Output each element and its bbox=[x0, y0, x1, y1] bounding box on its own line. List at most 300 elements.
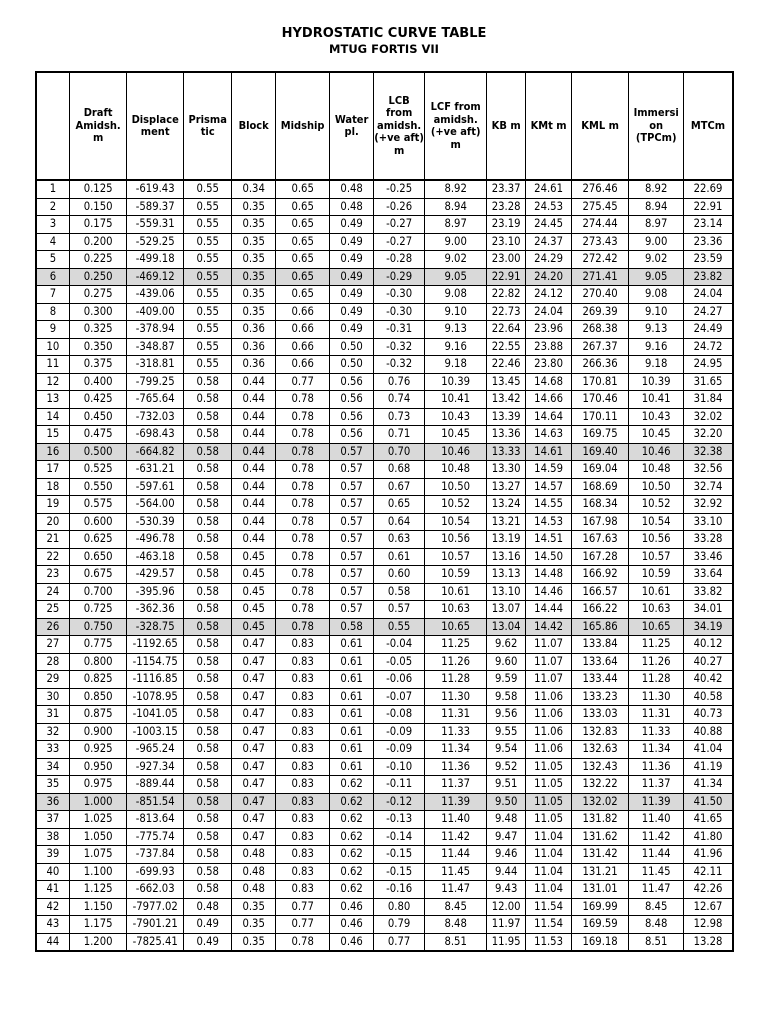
table-cell: 0.62 bbox=[330, 776, 373, 794]
table-cell: 131.42 bbox=[571, 846, 629, 864]
table-cell: 0.83 bbox=[275, 811, 330, 829]
table-cell: 33.10 bbox=[683, 513, 733, 531]
table-row bbox=[36, 180, 733, 198]
table-cell: 0.47 bbox=[232, 706, 275, 724]
table-cell: 0.625 bbox=[69, 531, 127, 549]
table-cell: 0.78 bbox=[275, 566, 330, 584]
table-cell: 0.250 bbox=[69, 268, 127, 286]
table-cell: 0.125 bbox=[69, 180, 127, 198]
table-cell: 13.28 bbox=[683, 933, 733, 951]
table-cell: 0.57 bbox=[330, 461, 373, 479]
table-cell: 11.34 bbox=[425, 741, 487, 759]
table-cell: 9.46 bbox=[486, 846, 525, 864]
table-cell: -0.15 bbox=[373, 863, 425, 881]
table-cell: 11.45 bbox=[629, 863, 684, 881]
table-cell: 0.66 bbox=[275, 356, 330, 374]
table-row bbox=[36, 776, 733, 794]
table-cell: 8.51 bbox=[425, 933, 487, 951]
table-cell: 0.57 bbox=[330, 531, 373, 549]
table-row bbox=[36, 356, 733, 374]
table-cell: -631.21 bbox=[127, 461, 184, 479]
table-cell: 1.125 bbox=[69, 881, 127, 899]
table-cell: 0.58 bbox=[183, 583, 231, 601]
table-row bbox=[36, 373, 733, 391]
table-cell: 24.04 bbox=[526, 303, 571, 321]
table-cell: 0.61 bbox=[330, 653, 373, 671]
table-cell: 0.65 bbox=[373, 496, 425, 514]
table-cell: -589.37 bbox=[127, 198, 184, 216]
table-cell: 0.67 bbox=[373, 478, 425, 496]
table-cell: 0.45 bbox=[232, 583, 275, 601]
table-cell: 0.225 bbox=[69, 251, 127, 269]
table-cell: 0.83 bbox=[275, 793, 330, 811]
table-cell: 0.62 bbox=[330, 793, 373, 811]
table-cell: 28 bbox=[36, 653, 69, 671]
table-cell: 0.58 bbox=[183, 426, 231, 444]
table-cell: 11.95 bbox=[486, 933, 525, 951]
table-cell: 40.27 bbox=[683, 653, 733, 671]
table-cell: 40.42 bbox=[683, 671, 733, 689]
table-cell: 37 bbox=[36, 811, 69, 829]
table-cell: 23.59 bbox=[683, 251, 733, 269]
table-header-row bbox=[36, 72, 733, 180]
table-cell: 14.66 bbox=[526, 391, 571, 409]
table-cell: 44 bbox=[36, 933, 69, 951]
table-cell: 0.58 bbox=[183, 391, 231, 409]
table-cell: 41.04 bbox=[683, 741, 733, 759]
table-cell: 0.77 bbox=[275, 916, 330, 934]
table-cell: 32.92 bbox=[683, 496, 733, 514]
table-cell: 0.61 bbox=[330, 636, 373, 654]
table-cell: 10.43 bbox=[425, 408, 487, 426]
table-cell: 0.66 bbox=[275, 303, 330, 321]
table-cell: 270.40 bbox=[571, 286, 629, 304]
table-cell: 0.775 bbox=[69, 636, 127, 654]
table-cell: 0.61 bbox=[330, 723, 373, 741]
table-cell: 8.45 bbox=[425, 898, 487, 916]
table-cell: 10.54 bbox=[425, 513, 487, 531]
table-cell: 11.44 bbox=[629, 846, 684, 864]
table-cell: 0.57 bbox=[330, 548, 373, 566]
table-cell: 10.41 bbox=[425, 391, 487, 409]
table-cell: 0.650 bbox=[69, 548, 127, 566]
table-cell: 8.48 bbox=[425, 916, 487, 934]
table-cell: 5 bbox=[36, 251, 69, 269]
table-cell: 132.63 bbox=[571, 741, 629, 759]
table-cell: 0.58 bbox=[373, 583, 425, 601]
table-cell: 9.56 bbox=[486, 706, 525, 724]
table-cell: 132.22 bbox=[571, 776, 629, 794]
table-cell: 0.64 bbox=[373, 513, 425, 531]
table-cell: -439.06 bbox=[127, 286, 184, 304]
table-cell: 0.47 bbox=[232, 688, 275, 706]
table-cell: 0.55 bbox=[183, 180, 231, 198]
table-row bbox=[36, 478, 733, 496]
table-cell: 33.64 bbox=[683, 566, 733, 584]
table-cell: 13.13 bbox=[486, 566, 525, 584]
table-cell: 0.78 bbox=[275, 443, 330, 461]
table-cell: 0.58 bbox=[183, 723, 231, 741]
table-cell: 32.02 bbox=[683, 408, 733, 426]
table-cell: 132.02 bbox=[571, 793, 629, 811]
page-title: HYDROSTATIC CURVE TABLE bbox=[281, 26, 487, 41]
table-cell: 14 bbox=[36, 408, 69, 426]
table-cell: 24.72 bbox=[683, 338, 733, 356]
table-cell: -463.18 bbox=[127, 548, 184, 566]
table-cell: 167.98 bbox=[571, 513, 629, 531]
table-cell: 0.55 bbox=[183, 268, 231, 286]
table-cell: 169.59 bbox=[571, 916, 629, 934]
table-cell: 22.55 bbox=[486, 338, 525, 356]
table-cell: 271.41 bbox=[571, 268, 629, 286]
table-cell: 12.00 bbox=[486, 898, 525, 916]
table-cell: 9.00 bbox=[425, 233, 487, 251]
table-cell: 0.55 bbox=[183, 286, 231, 304]
table-cell: -775.74 bbox=[127, 828, 184, 846]
table-row bbox=[36, 251, 733, 269]
table-cell: -1078.95 bbox=[127, 688, 184, 706]
table-cell: 10.61 bbox=[425, 583, 487, 601]
table-cell: 0.35 bbox=[232, 933, 275, 951]
table-cell: -0.32 bbox=[373, 338, 425, 356]
table-cell: 40.73 bbox=[683, 706, 733, 724]
table-cell: 14.68 bbox=[526, 373, 571, 391]
table-cell: -0.29 bbox=[373, 268, 425, 286]
table-cell: 0.47 bbox=[232, 741, 275, 759]
table-cell: 32 bbox=[36, 723, 69, 741]
table-cell: 1 bbox=[36, 180, 69, 198]
table-cell: 167.63 bbox=[571, 531, 629, 549]
table-cell: 11.33 bbox=[425, 723, 487, 741]
table-cell: 11.54 bbox=[526, 898, 571, 916]
table-cell: 9.54 bbox=[486, 741, 525, 759]
table-cell: -0.26 bbox=[373, 198, 425, 216]
table-cell: 0.58 bbox=[183, 443, 231, 461]
table-cell: 11.31 bbox=[629, 706, 684, 724]
table-cell: 0.55 bbox=[183, 198, 231, 216]
table-cell: 0.46 bbox=[330, 898, 373, 916]
table-cell: 0.58 bbox=[183, 531, 231, 549]
table-cell: 0.35 bbox=[232, 898, 275, 916]
table-row bbox=[36, 828, 733, 846]
table-cell: 0.44 bbox=[232, 461, 275, 479]
table-cell: 11.07 bbox=[526, 671, 571, 689]
table-cell: 13.04 bbox=[486, 618, 525, 636]
table-cell: 9.16 bbox=[425, 338, 487, 356]
table-cell: 0.50 bbox=[330, 356, 373, 374]
table-cell: 23 bbox=[36, 566, 69, 584]
table-cell: 0.60 bbox=[373, 566, 425, 584]
table-cell: 131.21 bbox=[571, 863, 629, 881]
table-cell: 24.12 bbox=[526, 286, 571, 304]
table-cell: 0.65 bbox=[275, 198, 330, 216]
table-cell: -362.36 bbox=[127, 601, 184, 619]
table-cell: 0.45 bbox=[232, 601, 275, 619]
table-cell: 11.39 bbox=[425, 793, 487, 811]
table-cell: 0.925 bbox=[69, 741, 127, 759]
table-cell: 24 bbox=[36, 583, 69, 601]
table-cell: 1.000 bbox=[69, 793, 127, 811]
table-cell: 0.49 bbox=[330, 233, 373, 251]
table-cell: 170.46 bbox=[571, 391, 629, 409]
table-cell: -0.25 bbox=[373, 180, 425, 198]
table-cell: 9.08 bbox=[425, 286, 487, 304]
table-cell: -0.11 bbox=[373, 776, 425, 794]
table-cell: 11.04 bbox=[526, 828, 571, 846]
table-cell: 0.78 bbox=[275, 408, 330, 426]
column-header: Immersi on (TPCm) bbox=[629, 72, 684, 180]
table-row bbox=[36, 758, 733, 776]
table-cell: 8.92 bbox=[629, 180, 684, 198]
table-cell: 1.050 bbox=[69, 828, 127, 846]
table-cell: 10.43 bbox=[629, 408, 684, 426]
table-cell: 11.40 bbox=[629, 811, 684, 829]
table-cell: 22.82 bbox=[486, 286, 525, 304]
table-cell: 0.66 bbox=[275, 338, 330, 356]
table-cell: 0.900 bbox=[69, 723, 127, 741]
table-cell: 9.59 bbox=[486, 671, 525, 689]
table-row bbox=[36, 916, 733, 934]
table-cell: 14.48 bbox=[526, 566, 571, 584]
table-cell: 10.65 bbox=[425, 618, 487, 636]
table-body bbox=[36, 180, 733, 951]
table-cell: 273.43 bbox=[571, 233, 629, 251]
table-cell: 11.04 bbox=[526, 846, 571, 864]
table-cell: 36 bbox=[36, 793, 69, 811]
table-cell: 268.38 bbox=[571, 321, 629, 339]
table-cell: 0.150 bbox=[69, 198, 127, 216]
table-cell: 9 bbox=[36, 321, 69, 339]
table-cell: -732.03 bbox=[127, 408, 184, 426]
table-cell: 0.83 bbox=[275, 758, 330, 776]
table-cell: 170.81 bbox=[571, 373, 629, 391]
table-cell: 0.63 bbox=[373, 531, 425, 549]
table-cell: 0.49 bbox=[183, 916, 231, 934]
table-cell: -0.27 bbox=[373, 216, 425, 234]
table-cell: 8.45 bbox=[629, 898, 684, 916]
table-row bbox=[36, 881, 733, 899]
table-cell: 0.58 bbox=[183, 881, 231, 899]
table-cell: 13.21 bbox=[486, 513, 525, 531]
table-cell: 31 bbox=[36, 706, 69, 724]
table-cell: 9.50 bbox=[486, 793, 525, 811]
table-cell: 0.83 bbox=[275, 741, 330, 759]
table-cell: 9.52 bbox=[486, 758, 525, 776]
table-cell: 0.83 bbox=[275, 706, 330, 724]
table-cell: 131.01 bbox=[571, 881, 629, 899]
table-cell: 27 bbox=[36, 636, 69, 654]
table-cell: 0.57 bbox=[330, 478, 373, 496]
table-cell: 0.61 bbox=[330, 758, 373, 776]
table-cell: 0.44 bbox=[232, 391, 275, 409]
table-cell: 0.47 bbox=[232, 723, 275, 741]
table-cell: 169.04 bbox=[571, 461, 629, 479]
table-cell: 10.63 bbox=[425, 601, 487, 619]
table-cell: 9.13 bbox=[425, 321, 487, 339]
table-cell: 0.61 bbox=[330, 688, 373, 706]
table-cell: 1.075 bbox=[69, 846, 127, 864]
table-cell: 22.73 bbox=[486, 303, 525, 321]
table-cell: 1.175 bbox=[69, 916, 127, 934]
table-cell: 0.575 bbox=[69, 496, 127, 514]
table-cell: 24.53 bbox=[526, 198, 571, 216]
table-cell: -0.30 bbox=[373, 286, 425, 304]
table-cell: 11.06 bbox=[526, 741, 571, 759]
table-cell: 10.50 bbox=[425, 478, 487, 496]
table-cell: 8.97 bbox=[629, 216, 684, 234]
table-cell: -0.06 bbox=[373, 671, 425, 689]
table-cell: 11.28 bbox=[425, 671, 487, 689]
table-cell: 0.71 bbox=[373, 426, 425, 444]
table-row bbox=[36, 583, 733, 601]
table-cell: 1.100 bbox=[69, 863, 127, 881]
table-cell: 23.00 bbox=[486, 251, 525, 269]
table-cell: 0.58 bbox=[183, 776, 231, 794]
table-cell: 0.44 bbox=[232, 496, 275, 514]
table-cell: 0.76 bbox=[373, 373, 425, 391]
table-cell: 0.36 bbox=[232, 321, 275, 339]
table-cell: 0.77 bbox=[373, 933, 425, 951]
table-cell: 43 bbox=[36, 916, 69, 934]
table-cell: 133.84 bbox=[571, 636, 629, 654]
table-cell: 0.57 bbox=[373, 601, 425, 619]
table-cell: 24.27 bbox=[683, 303, 733, 321]
table-cell: 1.150 bbox=[69, 898, 127, 916]
table-cell: 0.55 bbox=[373, 618, 425, 636]
table-cell: 8.94 bbox=[629, 198, 684, 216]
table-cell: 0.49 bbox=[330, 251, 373, 269]
table-row bbox=[36, 408, 733, 426]
table-cell: -559.31 bbox=[127, 216, 184, 234]
table-cell: 0.36 bbox=[232, 338, 275, 356]
table-cell: 41.65 bbox=[683, 811, 733, 829]
table-cell: 0.35 bbox=[232, 916, 275, 934]
table-row bbox=[36, 513, 733, 531]
table-cell: 166.57 bbox=[571, 583, 629, 601]
table-cell: 0.83 bbox=[275, 776, 330, 794]
table-cell: 0.58 bbox=[183, 828, 231, 846]
table-cell: 12.67 bbox=[683, 898, 733, 916]
column-header: Water pl. bbox=[330, 72, 373, 180]
table-cell: 0.58 bbox=[183, 496, 231, 514]
table-cell: 13.45 bbox=[486, 373, 525, 391]
table-cell: 275.45 bbox=[571, 198, 629, 216]
table-cell: 19 bbox=[36, 496, 69, 514]
table-cell: -328.75 bbox=[127, 618, 184, 636]
table-cell: 0.55 bbox=[183, 321, 231, 339]
table-cell: 23.82 bbox=[683, 268, 733, 286]
table-cell: 0.83 bbox=[275, 723, 330, 741]
table-cell: 0.34 bbox=[232, 180, 275, 198]
table-cell: 0.58 bbox=[183, 548, 231, 566]
table-cell: 11.05 bbox=[526, 776, 571, 794]
table-cell: 0.46 bbox=[330, 916, 373, 934]
table-row bbox=[36, 671, 733, 689]
table-cell: 0.58 bbox=[183, 706, 231, 724]
table-cell: 0.700 bbox=[69, 583, 127, 601]
table-cell: 11.53 bbox=[526, 933, 571, 951]
table-cell: 132.83 bbox=[571, 723, 629, 741]
table-cell: 11.42 bbox=[629, 828, 684, 846]
table-cell: 10.46 bbox=[629, 443, 684, 461]
table-cell: 0.57 bbox=[330, 496, 373, 514]
table-cell: 11.26 bbox=[629, 653, 684, 671]
table-cell: -799.25 bbox=[127, 373, 184, 391]
table-cell: -699.93 bbox=[127, 863, 184, 881]
table-cell: 166.22 bbox=[571, 601, 629, 619]
table-cell: 41.34 bbox=[683, 776, 733, 794]
table-cell: -0.09 bbox=[373, 723, 425, 741]
table-cell: -378.94 bbox=[127, 321, 184, 339]
table-cell: 11.07 bbox=[526, 653, 571, 671]
table-cell: -469.12 bbox=[127, 268, 184, 286]
table-cell: 9.02 bbox=[425, 251, 487, 269]
table-cell: 274.44 bbox=[571, 216, 629, 234]
table-cell: 4 bbox=[36, 233, 69, 251]
table-cell: 24.61 bbox=[526, 180, 571, 198]
table-cell: 266.36 bbox=[571, 356, 629, 374]
table-cell: -965.24 bbox=[127, 741, 184, 759]
table-cell: 9.10 bbox=[629, 303, 684, 321]
table-cell: 13.24 bbox=[486, 496, 525, 514]
table-cell: -0.10 bbox=[373, 758, 425, 776]
table-cell: 0.74 bbox=[373, 391, 425, 409]
table-cell: 10.52 bbox=[425, 496, 487, 514]
table-cell: 11.34 bbox=[629, 741, 684, 759]
table-cell: 10.54 bbox=[629, 513, 684, 531]
table-cell: 8.97 bbox=[425, 216, 487, 234]
table-cell: 0.57 bbox=[330, 443, 373, 461]
table-row bbox=[36, 601, 733, 619]
table-cell: 0.58 bbox=[183, 671, 231, 689]
table-cell: 0.57 bbox=[330, 601, 373, 619]
column-header: LCF from amidsh. (+ve aft) m bbox=[425, 72, 487, 180]
table-cell: 0.56 bbox=[330, 373, 373, 391]
table-cell: -597.61 bbox=[127, 478, 184, 496]
table-cell: 0.65 bbox=[275, 233, 330, 251]
table-cell: 14.44 bbox=[526, 601, 571, 619]
table-cell: -0.13 bbox=[373, 811, 425, 829]
table-cell: 0.83 bbox=[275, 671, 330, 689]
table-row bbox=[36, 338, 733, 356]
table-cell: -530.39 bbox=[127, 513, 184, 531]
table-cell: -499.18 bbox=[127, 251, 184, 269]
table-cell: 11.06 bbox=[526, 706, 571, 724]
table-cell: 22.69 bbox=[683, 180, 733, 198]
table-cell: 0.55 bbox=[183, 338, 231, 356]
table-cell: 11.97 bbox=[486, 916, 525, 934]
table-cell: 10.59 bbox=[629, 566, 684, 584]
table-cell: -564.00 bbox=[127, 496, 184, 514]
table-cell: 33.82 bbox=[683, 583, 733, 601]
table-cell: 22.64 bbox=[486, 321, 525, 339]
table-cell: 23.14 bbox=[683, 216, 733, 234]
table-cell: 41 bbox=[36, 881, 69, 899]
table-cell: 10.48 bbox=[629, 461, 684, 479]
table-cell: 13.39 bbox=[486, 408, 525, 426]
table-cell: 170.11 bbox=[571, 408, 629, 426]
table-cell: 11.04 bbox=[526, 863, 571, 881]
table-cell: 8.94 bbox=[425, 198, 487, 216]
table-cell: 0.49 bbox=[330, 268, 373, 286]
table-cell: 22 bbox=[36, 548, 69, 566]
table-row bbox=[36, 391, 733, 409]
table-row bbox=[36, 811, 733, 829]
table-cell: 11.05 bbox=[526, 793, 571, 811]
table-cell: -1116.85 bbox=[127, 671, 184, 689]
table-cell: 42 bbox=[36, 898, 69, 916]
table-cell: 0.62 bbox=[330, 828, 373, 846]
